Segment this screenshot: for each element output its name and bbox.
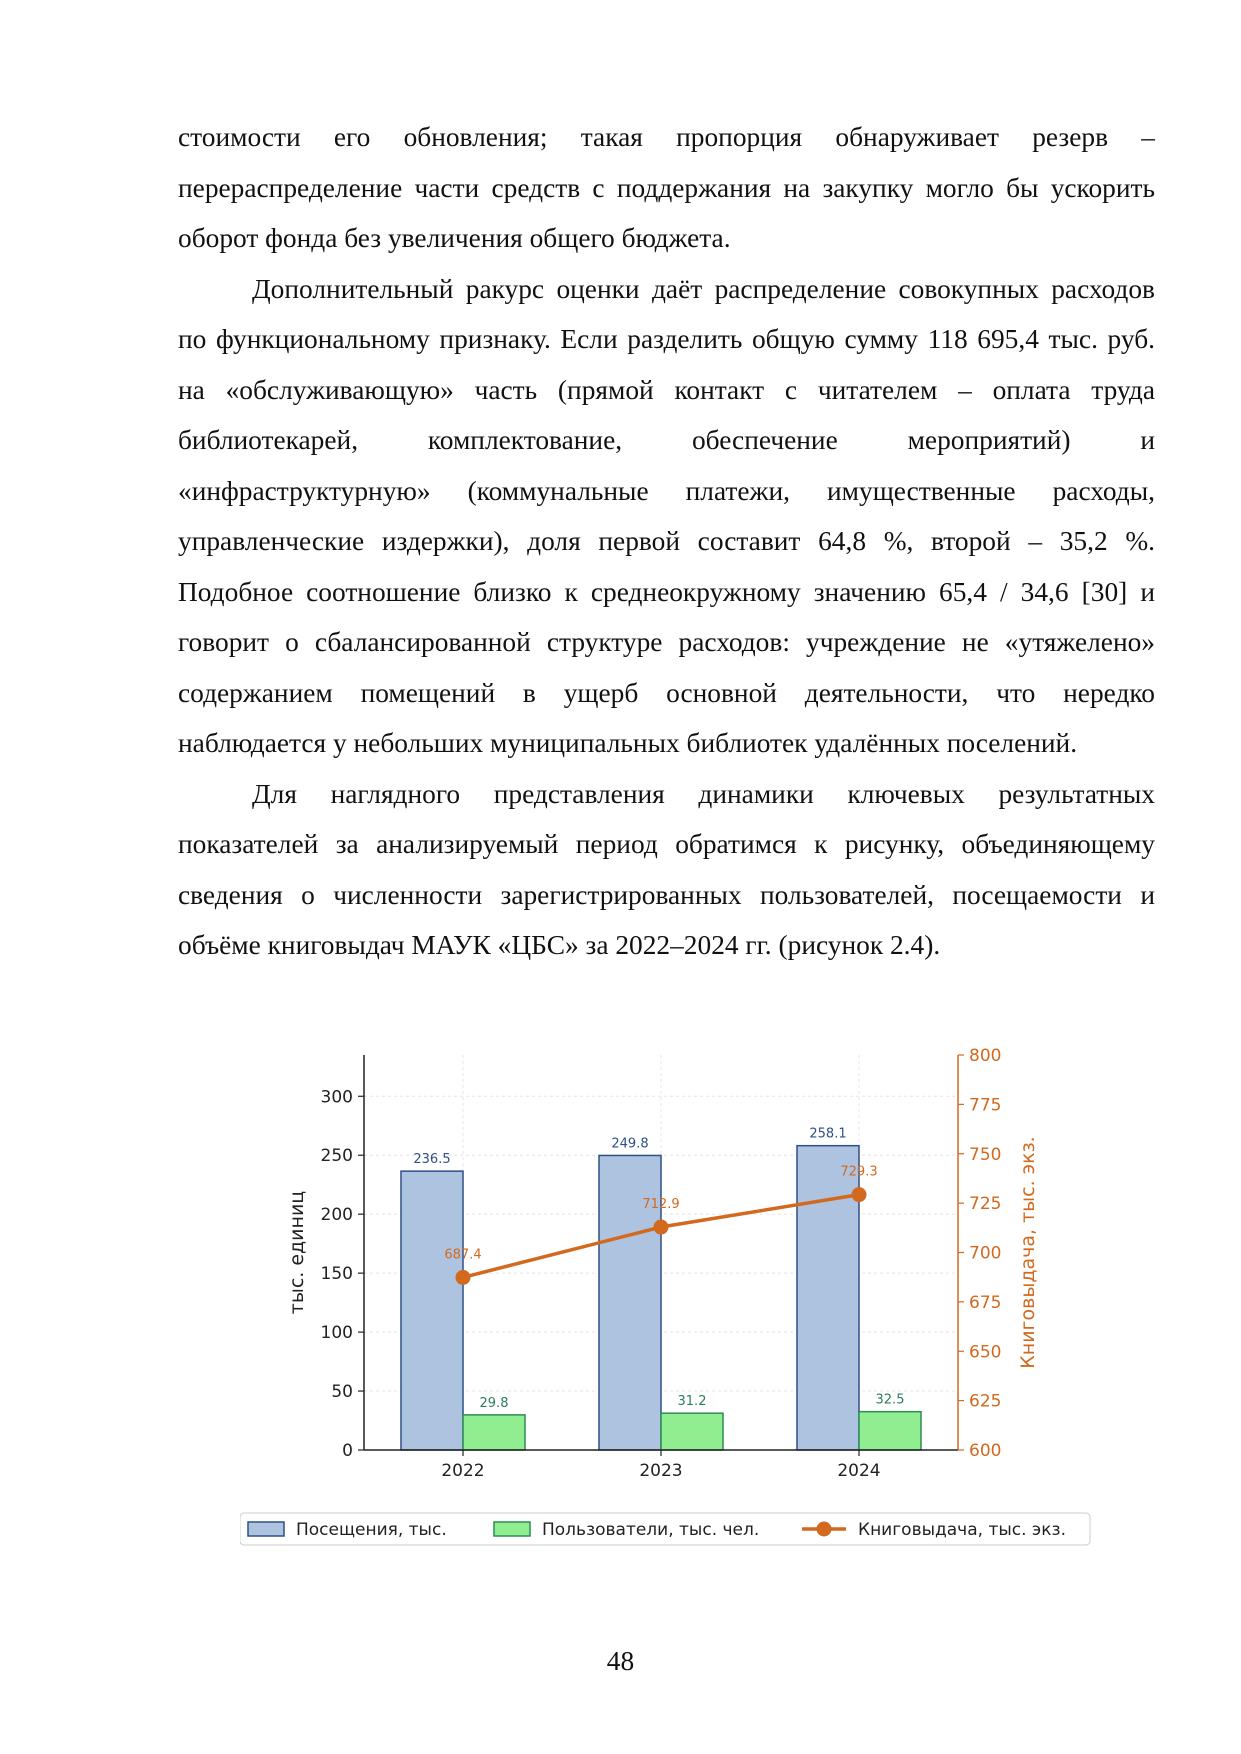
data-label: 712.9 [642,1197,680,1213]
line-point [852,1187,867,1202]
paragraph: стоимости его обновления; такая пропорция обнаруживает резерв – перераспределение части средств с поддержания на закупку могло бы ускорить оборот фонда без увеличения общего бюджета. [178,122,1155,253]
paragraph: Дополнительный ракурс оценки даёт распределение совокупных расходов по функциональному признаку. Если разделить общую сумму 118 695,4 тыс. руб. на «обслуживающую» часть (прямой контакт с читателем – оплата труда библиотекарей, комплектование, обеспечение мероприятий) и «инфраструктурную» (коммунальные платежи, имущественные расходы, управленческие издержки), доля первой составит 64,8 %, второй – 35,2 %. Подобное соотношение близко к среднеокружному значению 65,4 / 34,6 [30] и говорит о сбалансированной структуре расходов: учреждение не «утяжелено» содержанием помещений в ущерб основной деятельности, что нередко наблюдается у небольших муниципальных библиотек удалённых поселений. [178,273,1155,758]
tick-label: 675 [969,1292,1002,1313]
data-label: 29.8 [479,1395,509,1411]
body-text [178,112,1155,971]
tick-label: 600 [969,1441,1002,1461]
tick-label: 50 [331,1382,353,1403]
bar-users [859,1412,921,1450]
legend-label: Книговыдача, тыс. экз. [858,1520,1066,1540]
bar-users [661,1413,723,1450]
bar-users [463,1415,525,1450]
legend-label: Пользователи, тыс. чел. [542,1520,760,1540]
tick-label: 750 [969,1144,1002,1165]
tick-label: 625 [969,1391,1002,1412]
tick-label: 2022 [441,1461,485,1481]
data-label: 249.8 [611,1136,649,1152]
y-axis-label-left: тыс. единиц [286,1190,308,1315]
line-point [456,1270,471,1285]
legend-swatch [494,1522,530,1536]
data-label: 687.4 [444,1247,482,1263]
data-label: 236.5 [413,1152,451,1168]
tick-label: 200 [320,1205,353,1226]
legend-swatch [248,1522,284,1536]
tick-label: 650 [969,1342,1002,1363]
data-label: 31.2 [677,1394,707,1410]
tick-label: 800 [969,1046,1002,1066]
tick-label: 0 [342,1441,353,1461]
tick-label: 150 [320,1264,353,1285]
tick-label: 775 [969,1095,1002,1116]
tick-label: 700 [969,1243,1002,1264]
y-axis-label-right: Книговыдача, тыс. экз. [1017,1136,1039,1369]
tick-label: 2024 [837,1461,881,1481]
data-label: 258.1 [809,1126,847,1142]
data-label: 729.3 [840,1164,878,1180]
legend-marker [817,1522,832,1537]
tick-label: 725 [969,1194,1002,1215]
line-point [654,1220,669,1235]
data-label: 32.5 [875,1392,905,1408]
tick-label: 300 [320,1087,353,1108]
tick-label: 250 [320,1146,353,1167]
tick-label: 2023 [639,1461,683,1481]
tick-label: 100 [320,1323,353,1344]
figure-chart [240,1045,1100,1565]
paragraph: Для наглядного представления динамики ключевых результатных показателей за анализируемый период обратимся к рисунку, объединяющему сведения о численности зарегистрированных пользователей, посещаемости и объёме книговыдач МАУК «ЦБС» за 2022–2024 гг. (рисунок 2.4). [178,778,1155,960]
page-number: 48 [606,1646,635,1676]
bar-visits [401,1171,463,1450]
legend-label: Посещения, тыс. [296,1520,447,1540]
bar-visits [797,1146,859,1450]
